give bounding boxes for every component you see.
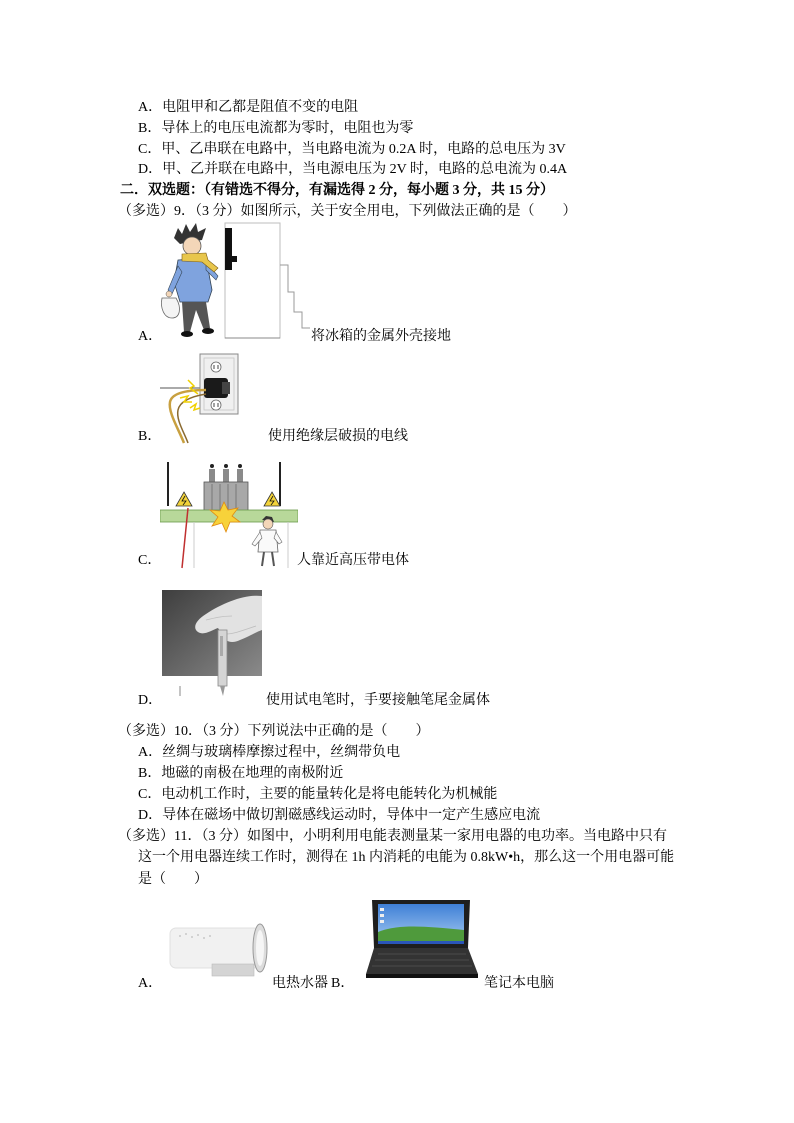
q10-stem: （多选）10．（3 分）下列说法中正确的是（ ） <box>118 724 430 739</box>
q9-option-a-text: 将冰箱的金属外壳接地 <box>311 329 451 344</box>
section-title: 二．双选题：（有错选不得分，有漏选得 2 分，每小题 3 分，共 15 分） <box>120 183 554 198</box>
q11-option-a-label: A． <box>138 976 163 991</box>
q11-stem-line-2: 这一个用电器连续工作时，测得在 1h 内消耗的电能为 0.8kW•h，那么这一个用电器可能 <box>138 850 675 865</box>
q11-option-b-label: B． <box>331 976 355 991</box>
heater-body <box>170 928 260 968</box>
q11-stem-line-3: 是（ ） <box>138 872 208 887</box>
plug <box>204 378 230 398</box>
q9-figure-a-fridge-grounding <box>160 220 312 345</box>
person <box>161 223 218 337</box>
test-pen <box>218 630 227 696</box>
q9-stem: （多选）9．（3 分）如图所示，关于安全用电，下列做法正确的是（ ） <box>118 204 577 219</box>
warning-sign-right <box>264 492 280 506</box>
q11-stem-line-1: （多选）11．（3 分）如图中，小明利用电能表测量某一家用电器的电功率。当电路中只有 <box>118 829 667 844</box>
q9-option-a-label: A． <box>138 329 163 344</box>
heater-bracket <box>212 964 254 976</box>
q11-option-b-text: 笔记本电脑 <box>484 976 554 991</box>
q10-option-b: B．地磁的南极在地理的南极附近 <box>138 766 344 781</box>
q9-option-b-label: B． <box>138 429 162 444</box>
q9-option-c-text: 人靠近高压带电体 <box>297 553 409 568</box>
q9-figure-d-test-pen <box>162 590 262 702</box>
q9-figure-b-damaged-wire <box>160 350 264 445</box>
q9-option-c-label: C． <box>138 553 162 568</box>
fridge <box>225 223 280 338</box>
q9-option-b-text: 使用绝缘层破损的电线 <box>268 429 408 444</box>
transformer <box>204 464 248 512</box>
q10-option-c: C．电动机工作时，主要的能量转化是将电能转化为机械能 <box>138 787 498 802</box>
sparks <box>180 380 200 410</box>
q10-option-d: D．导体在磁场中做切割磁感线运动时，导体中一定产生感应电流 <box>138 808 541 823</box>
q8-option-c: C．甲、乙串联在电路中，当电路电流为 0.2A 时，电路的总电压为 3V <box>138 142 566 157</box>
warning-sign-left <box>176 492 192 506</box>
laptop-keyboard-base <box>366 948 478 974</box>
q11-figure-a-water-heater <box>168 920 270 978</box>
q11-option-a-text: 电热水器 <box>272 976 328 991</box>
q9-option-d-text: 使用试电笔时，手要接触笔尾金属体 <box>266 693 490 708</box>
person-near-high-voltage <box>252 516 282 566</box>
q8-option-a: A．电阻甲和乙都是阻值不变的电阻 <box>138 100 359 115</box>
q9-figure-c-high-voltage <box>160 458 298 570</box>
q8-option-b: B．导体上的电压电流都为零时，电阻也为零 <box>138 121 414 136</box>
laptop-screen <box>378 904 464 944</box>
ground-wire <box>280 265 310 328</box>
q10-option-a: A．丝绸与玻璃棒摩擦过程中，丝绸带负电 <box>138 745 401 760</box>
q11-figure-b-laptop <box>364 898 480 980</box>
q8-option-d: D．甲、乙并联在电路中，当电源电压为 2V 时，电路的总电流为 0.4A <box>138 162 568 177</box>
q9-option-d-label: D． <box>138 693 163 708</box>
